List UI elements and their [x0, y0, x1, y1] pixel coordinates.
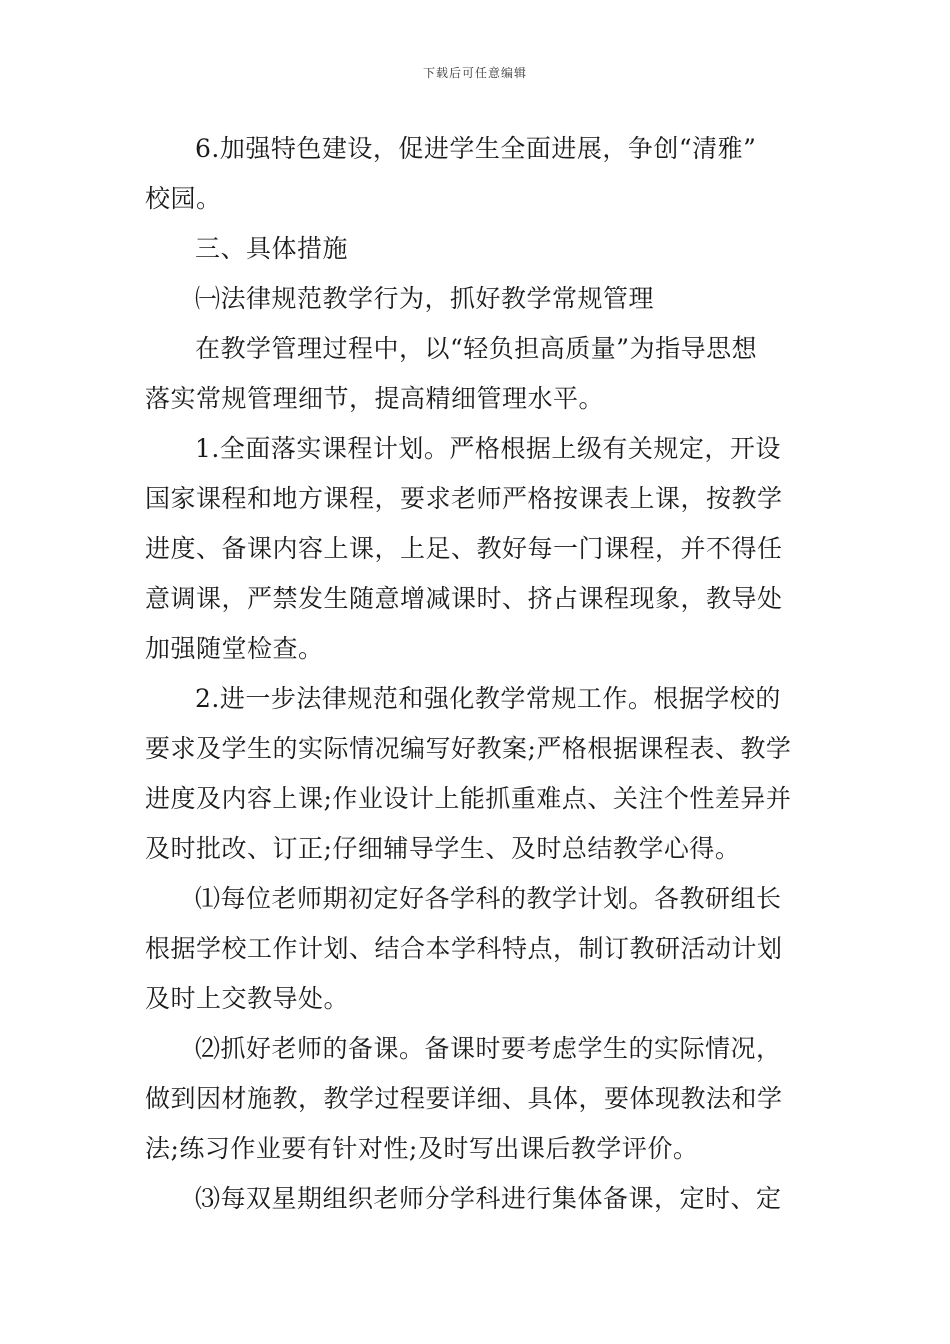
text-line: 及时上交教导处。	[145, 984, 350, 1013]
text-line: 进度及内容上课;作业设计上能抓重难点、关注个性差异并	[145, 784, 792, 813]
text-line: 法;练习作业要有针对性;及时写出课后教学评价。	[145, 1134, 699, 1163]
text-line: 在教学管理过程中，以“轻负担高质量”为指导思想	[195, 334, 758, 363]
text-line: 进度、备课内容上课，上足、教好每一门课程，并不得任	[145, 534, 783, 563]
text-line: ⑶每双星期组织老师分学科进行集体备课，定时、定	[195, 1184, 782, 1213]
document-body	[145, 124, 807, 1224]
text-line: 意调课，严禁发生随意增减课时、挤占课程现象，教导处	[145, 584, 783, 613]
text-line: ㈠法律规范教学行为，抓好教学常规管理	[195, 284, 655, 313]
page-header: 下载后可任意编辑	[422, 66, 527, 80]
text-line: ⑴每位老师期初定好各学科的教学计划。各教研组长	[195, 884, 782, 913]
text-line: 6.加强特色建设，促进学生全面进展，争创“清雅”	[195, 134, 757, 163]
text-line: 落实常规管理细节，提高精细管理水平。	[145, 384, 605, 413]
text-line: 国家课程和地方课程，要求老师严格按课表上课，按教学	[145, 484, 783, 513]
text-line: 加强随堂检查。	[145, 634, 324, 663]
text-line: 及时批改、订正;仔细辅导学生、及时总结教学心得。	[145, 834, 741, 863]
text-line: 1.全面落实课程计划。严格根据上级有关规定，开设	[195, 434, 781, 463]
text-line: 三、具体措施	[195, 234, 349, 263]
text-line: 2.进一步法律规范和强化教学常规工作。根据学校的	[195, 684, 781, 713]
text-line: 要求及学生的实际情况编写好教案;严格根据课程表、教学	[145, 734, 792, 763]
text-line: ⑵抓好老师的备课。备课时要考虑学生的实际情况，	[195, 1034, 782, 1063]
text-line: 根据学校工作计划、结合本学科特点，制订教研活动计划	[145, 934, 783, 963]
text-line: 做到因材施教，教学过程要详细、具体，要体现教法和学	[145, 1084, 783, 1113]
text-line: 校园。	[145, 184, 222, 213]
